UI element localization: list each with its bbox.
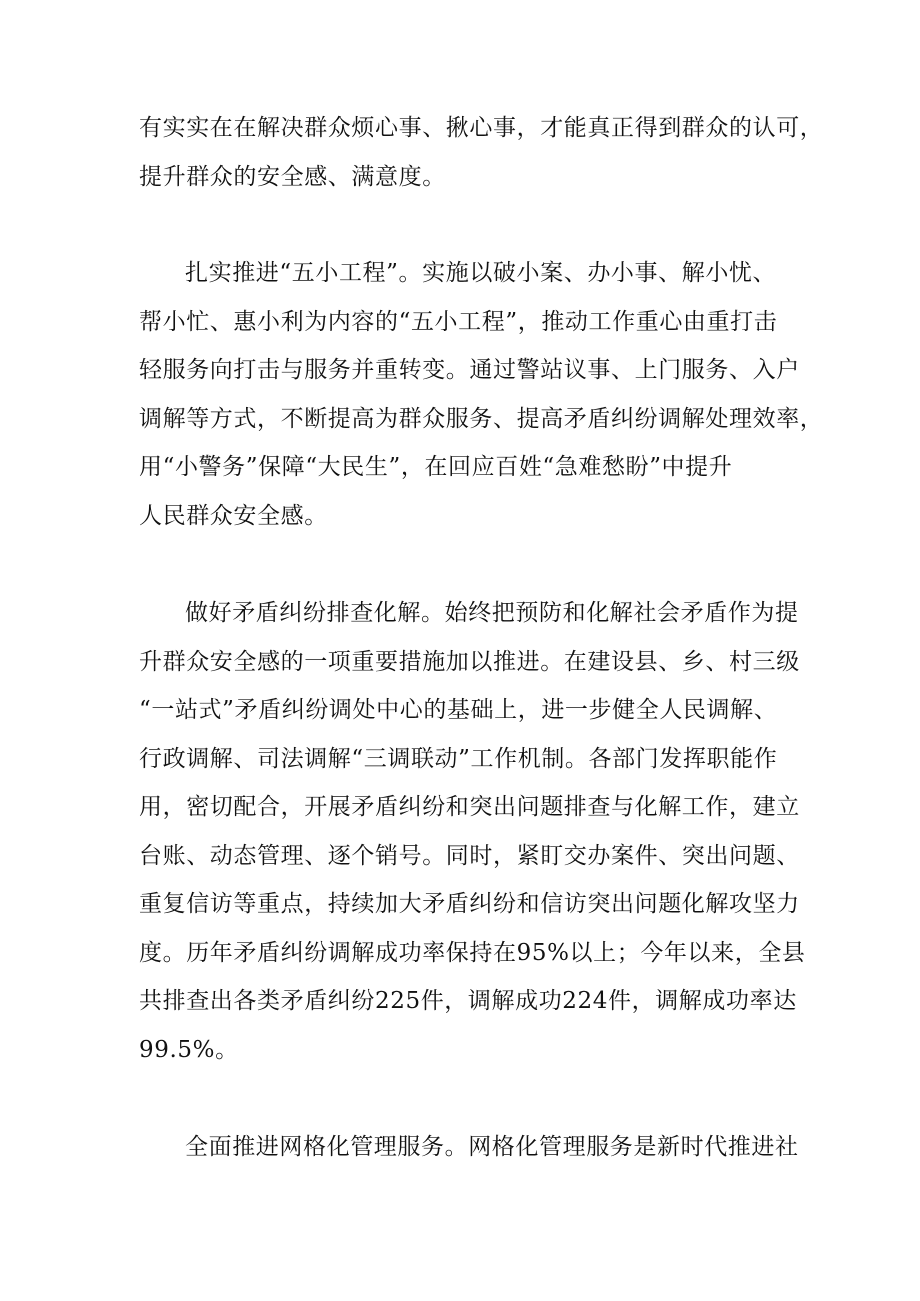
paragraph-line: 人民群众安全感。 <box>139 502 328 529</box>
paragraph-line: 提升群众的安全感、满意度。 <box>139 163 446 190</box>
paragraph-line: 轻服务向打击与服务并重转变。通过警站议事、上门服务、入户 <box>139 357 800 383</box>
paragraph-2 <box>139 249 824 540</box>
paragraph-line: 度。历年矛盾纠纷调解成功率保持在95%以上；今年以来，全县 <box>139 939 806 966</box>
paragraph-3 <box>139 589 806 1074</box>
paragraph-line: 用，密切配合，开展矛盾纠纷和突出问题排查与化解工作，建立 <box>139 794 800 820</box>
paragraph-line: 台账、动态管理、逐个销号。同时，紧盯交办案件、突出问题、 <box>139 842 800 869</box>
paragraph-line: 扎实推进“五小工程”。实施以破小案、办小事、解小忧、 <box>185 260 777 286</box>
paragraph-line: 重复信访等重点，持续加大矛盾纠纷和信访突出问题化解攻坚力 <box>139 891 800 917</box>
paragraph-line: 共排查出各类矛盾纠纷225件，调解成功224件，调解成功率达 <box>139 988 797 1014</box>
paragraph-line: 99.5%。 <box>139 1036 239 1063</box>
paragraph-line: 行政调解、司法调解“三调联动”工作机制。各部门发挥职能作 <box>139 745 778 772</box>
paragraph-line: 帮小忙、惠小利为内容的“五小工程”，推动工作重心由重打击 <box>139 308 778 335</box>
paragraph-line: 调解等方式，不断提高为群众服务、提高矛盾纠纷调解处理效率， <box>139 405 824 432</box>
paragraph-4 <box>139 1123 799 1172</box>
paragraph-line: 升群众安全感的一项重要措施加以推进。在建设县、乡、村三级 <box>139 648 800 675</box>
paragraph-line: “一站式”矛盾纠纷调处中心的基础上，进一步健全人民调解、 <box>139 697 778 723</box>
paragraph-1 <box>139 104 824 201</box>
paragraph-line: 全面推进网格化管理服务。网格化管理服务是新时代推进社 <box>185 1134 799 1160</box>
paragraph-line: 用“小警务”保障“大民生”，在回应百姓“急难愁盼”中提升 <box>139 454 733 480</box>
paragraph-line: 有实实在在解决群众烦心事、揪心事，才能真正得到群众的认可， <box>139 115 824 141</box>
paragraph-line: 做好矛盾纠纷排查化解。始终把预防和化解社会矛盾作为提 <box>185 600 799 626</box>
